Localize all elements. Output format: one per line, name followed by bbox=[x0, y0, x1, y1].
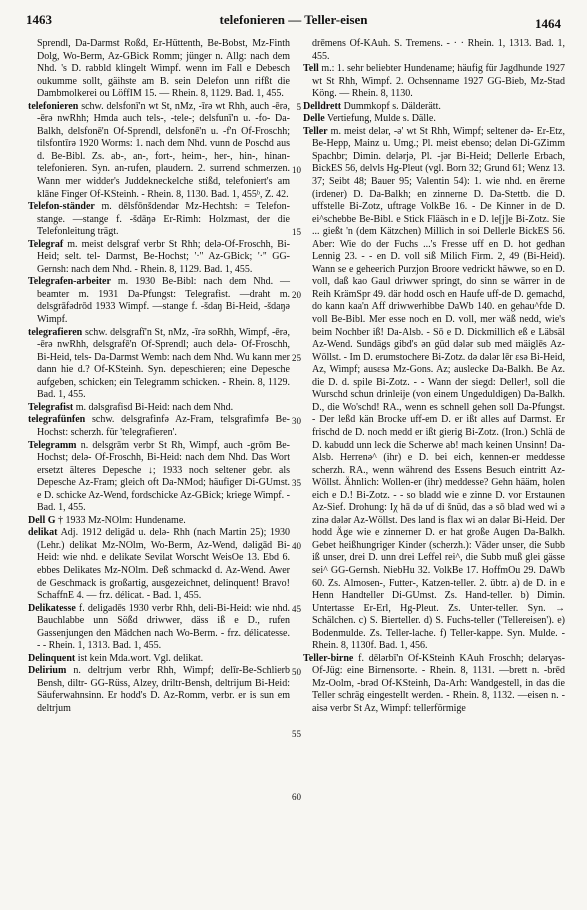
entry-headword: Tell bbox=[303, 63, 319, 75]
entry-body: schw. delsgrafī'n St, nMz, -īrə soRhh, Wimpf, -ērə, -ērə nwRhh, delsgrafē'n Of-Sprendl; auch delə- Of-Froschh, Bi-Heid, tels- Da-Darmst Wemb: nach dem Nhd. Wu kann mer dann hie d.? Of-KSteinh. Syn. depeschieren; eine Depesche aufgeben, schicken; ein Telegramm schicken. - Rhein. 8, 1129. Bad. 1, 455. bbox=[37, 326, 290, 401]
line-number: 5 bbox=[296, 101, 301, 112]
dictionary-entry bbox=[28, 665, 290, 715]
dictionary-entry bbox=[28, 38, 290, 101]
entry-headword: Delikatesse bbox=[28, 602, 76, 614]
line-number: 50 bbox=[292, 666, 301, 677]
dictionary-entry bbox=[28, 653, 290, 666]
entry-body: Dummkopf s. Dälderätt. bbox=[343, 100, 441, 112]
entry-headword: telegrafünfen bbox=[28, 414, 86, 426]
dictionary-entry bbox=[28, 414, 290, 439]
entry-headword: delikat bbox=[28, 527, 58, 539]
entry-headword: Delinquent bbox=[28, 652, 76, 664]
dictionary-entry bbox=[28, 101, 290, 201]
entry-body: m. dəlsgrafisd Bi-Heid: nach dem Nhd. bbox=[75, 401, 234, 413]
entry-body: drēmens Of-KAuh. S. Tremens. - · · Rhein. 1, 1313. Bad. 1, 455. bbox=[312, 38, 565, 62]
page-number-right: 1464 bbox=[535, 16, 561, 31]
entry-body: m.: 1. sehr beliebter Hundename; häufig für Jagdhunde 1927 wt St Rhh, Wimpf. 2. Ochsenname 1927 GG-Bieb, Mz-Stad Köng. — Rhein. 8, 1130. bbox=[312, 63, 565, 100]
running-header bbox=[26, 12, 561, 32]
entry-headword: Delle bbox=[303, 113, 325, 125]
entry-body: † 1933 Mz-NOlm: Hundename. bbox=[58, 514, 186, 526]
entry-headword: Telegrafen-arbeiter bbox=[28, 276, 111, 288]
entry-body: Sprendl, Da-Darmst Roßd, Er-Hüttenth, Be-Bobst, Mz-Finth Dolg, Wo-Berm, Az-GBick Romm; jünger n. Allg: nach dem Nhd. 's D. rabbld klingelt Wimpf. wenn im Fall e Debesch oukumme sollt, gäihste am B. sein Delefon unn rifßt die Dambmolkerei ou LöffIM 15. — Rhein. 8, 1129. Bad. 1, 455. bbox=[37, 38, 290, 100]
right-column bbox=[303, 38, 565, 716]
line-number: 40 bbox=[292, 541, 301, 551]
left-column bbox=[28, 38, 290, 716]
dictionary-entry bbox=[28, 402, 290, 415]
entry-headword: Teller bbox=[303, 125, 328, 137]
entry-headword: Telegraf bbox=[28, 238, 64, 250]
page-number-left: 1463 bbox=[26, 12, 52, 27]
dictionary-entry bbox=[303, 38, 565, 63]
dictionary-entry bbox=[303, 126, 565, 653]
entry-body: f. deligadēs 1930 verbr Rhh, deli-Bi-Heid: wie nhd. Bauchlabbe unn Sößd driwwer, däss iß e D., rufen Gassenjungen den Mädchen nach Wo-Berm. - frz. délicatesse. - - Rhein. 1, 1313. Bad. 1, 455. bbox=[37, 602, 290, 652]
line-number: 45 bbox=[292, 603, 301, 614]
entry-body: n. delsgrām verbr St Rh, Wimpf, auch -grōm Be-Hochst; delə- Of-Froschh, Bi-Heid: nach dem Nhd. Das Wort ersetzt älteres Depesche ↓; 1933 noch seltener gebr. als Depesche Az-Fram; gleich oft Da-NMod; häufiger Di-GUmst. e D. schicke Az-Wend, fordschicke Az-GBick; kriege Wimpf. - Bad. 1, 455. bbox=[37, 439, 291, 514]
entry-headword: Delirium bbox=[28, 665, 67, 677]
dictionary-entry bbox=[28, 440, 290, 515]
entry-body: m. meist delər, -ə' wt St Rhh, Wimpf; seltener də- Er-Etz, Be-Hepp, Mainz u. Umg.; Pl. meist ebenso; delən Di-GZimm Spachbr; Dimin. delərjə, Pl. -jər Bi-Heid; Dellerle Erbach, BickES 56, delvls Hg-Pleut (vgl. Born 32; Grund 61; Wenz 13. 37; Seibt 48; Bauer 95; Valentin 54): 1. wie nhd. en ērerne (irdener) D. Da-Balkh; en zinnerne D. Da-Stettb. die D. uffstelle Bi-Zotz, uftrage VolkBe 16. - De Kinner in de D. ei^schebbe Be-Bibl. e Stick Flääsch in e D. le[j]e Bi-Zotz. Sie ... gießt 'n (dem Kätzchen) Millich in soi Dellerle BickES 56. Aber: Wie do der Fuchs ...'s Fresse uff en D. hot gedhan Lennig 23. - - en D. voll siß Milich Firm. 2, 49 (Bi-Heid). Wann se e geheerich Purzjon Broore vedrickt häwwe, so en D. voll, daß kao Gaul driwwer springt, do sinn se wärrer in de Reih KrämSpr 49. där hodd osch en Haufe uff-de D. gemachd, do kann kaa'n Aff driwwerhibbe DaWb 140. en gehau^fde D. voll Be-Bibl. Mer esse noch en D. voll, mer wäß nedd, wie's beim Nochber iß! Da-Alsb. - Sō e D. Dickmillich eß e Läbsäl Az-Wend. Sundägs gibd's ən güd dələr sub med mäiglēs Az-Wöllst. - Im D. erumstochere Bi-Zotz. də dələr lēr ɛsə Bi-Heid, Az, Wimpf; ausɛsə Mz-Gons. Az; auslecke Da-Balkh. Be Az. die D. d. spile Bi-Zotz. - - Wann der siegd: Deller!, soll die Wurschd schun drinleije (von einem Ungeduldigen) Da-Balkh. D., die Wo'schd! RA., wenn es schnell gehen soll Da-Pfungst. - Der leßd kän Brocke uff-em D. er ißt alles auf Darmst. Er frischd de D. noch medd er ißt gierig Bi-Zotz. (Iron.) Schlä de D. kabudd unn leck die Scherwe ab! mach keinen Unsinn! Da-Alsb. Herrenə^ (ihr) e D. bei eich, kennen-er meddesse scherzh. RA., wenn während des Essens Besuch eintritt Az-Wöllst. Ähnlich: Wollen-er (ihr) meddesse? Gehn hääm, holen eich e D.! Bi-Zotz. - - so bladd wie e zinne D. vor Erstaunen Az-Sief. Drohung: Iχ hā də uf di šnüd, das ə sō blad wed wi ə zinə dələr Az-Wöllst. Des land is flax wi ən dələr Bi-Heid. Der hodd Äge wie e zinnerner D. er hat große Augen Da-Balkh. Gebet heißhungriger Kinder (scherzh.): Väder unser, die Subb iß unser, drei D. unn drei Leffel rei^, die Subb muß glei gässe sei^ GG-Gernsh. NiebHu 32. VolkBe 17. HoffmOu 29. DaWb 60. Zs. Almosen-, Futter-, Katzen-teller. 2. übtr. a) de D. in e Henn Handteller Di-GUmst. Zs. Hand-teller. b) Dimin. Untertasse Er-Erl, Hg-Pleut. Zs. Unter-teller. Syn. → Schälchen. c) S. Bierteller. d) S. Fuchs-teller ('Tellereisen'). e) Bodenmulde. Zs. Teller-lache. f) Teller-kappe. Syn. Mulde. - Rhein. 8, 1130f. Bad. 1, 456. bbox=[312, 125, 566, 652]
line-number: 15 bbox=[292, 227, 301, 238]
line-number: 60 bbox=[292, 792, 301, 802]
entry-body: n. deltrjum verbr Rhh, Wimpf; delīr-Be-Schlierb Bensh, diltr- GG-Rüss, Alzey, driltr-Bensh, deltrijum Bi-Heid: Säuferwahnsinn. Er hodd's D. Az-Romm, verbr. er is sun em deltrjum bbox=[37, 665, 290, 714]
line-number: 10 bbox=[292, 164, 301, 175]
dictionary-entry bbox=[303, 113, 565, 126]
dictionary-entry bbox=[303, 101, 565, 114]
entry-body: Adj. 1912 deligād u. delə- Rhh (nach Martin 25); 1930 (Lehr.) delikat Mz-NOlm, Wo-Berm, Az-Wend, dəligād Bi-Heid: wie nhd. e delikate Sevilat Worscht WeisOe 13. Ebd 6. ebbes Delikates Mz-NOlm. Deß schmackd d. Az-Wend. Awer de Geschmack is großartig, ausgezeichnet, delinquent! Bravo! SchaffnE 4. — frz. délicat. - Bad. 1, 455. bbox=[37, 527, 291, 602]
running-title: telefonieren — Teller-eisen bbox=[219, 12, 368, 27]
line-number: 55 bbox=[292, 729, 301, 740]
entry-headword: Teller-birne bbox=[303, 652, 354, 664]
dictionary-entry bbox=[28, 527, 290, 602]
line-number: 35 bbox=[292, 478, 301, 489]
line-number: 20 bbox=[292, 290, 301, 300]
entry-headword: Dell G bbox=[28, 514, 56, 526]
dictionary-entry bbox=[28, 603, 290, 653]
entry-body: schw. delsfonī'n wt St, nMz, -īrə wt Rhh, auch -ērə, -ērə nwRhh; Hmda auch tels-, -tele-; delsfunī'n u. -fo- Da-Balkh, delsfonē'n Of-Sprendl, delsfonē'n u. -f'n Of-Froschh; tilsfontīrə 1920 Worms: 1. nach dem Nhd. vunn de Poschd aus d. Be-Bibl. Zs. ab-, an-, fort-, heim-, her-, hin-, hinan-telefonieren. Syn. an-rufen, plaudern. 2. surrend schmerzen. Wann mer widder's Juddekneckelche stißd, telefoniert's am klāne Finger Of-KSteinh. - Rhein. 8, 1130. Bad. 1, 455ᵇ, Z. 42. bbox=[37, 100, 290, 200]
dictionary-entry bbox=[28, 515, 290, 528]
entry-body: f. dēlərbī'n Of-KSteinh KAuh Froschh; delərɣəs- Of-Jüg: eine Birnensorte. - Rhein. 8, 1131. —brett n. -brēd Mz-Oolm, -brəd Of-KSteinh, Da-Arh: Wandgestell, in das die Teller schräg eingestellt werden. - Rhein. 8, 1132. —eisen n. -aisə verbr St Az, Wimpf: tellerförmige bbox=[312, 652, 565, 714]
entry-body: m. meist delsgraf verbr St Rhh; delə-Of-Froschh, Bi-Heid; selt. tel- Darmst, Be-Hochst; '·'' Az-GBick; '·'' GG-Gernsh: nach dem Nhd. - Rhein. 8, 1129. Bad. 1, 455. bbox=[37, 238, 291, 275]
entry-headword: Telefon-ständer bbox=[28, 201, 95, 213]
dictionary-entry bbox=[303, 63, 565, 101]
dictionary-entry bbox=[28, 201, 290, 239]
entry-headword: telegrafieren bbox=[28, 326, 83, 338]
entry-body: ist kein Mda.wort. Vgl. delikat. bbox=[77, 652, 204, 664]
dictionary-entry bbox=[28, 276, 290, 326]
entry-headword: Telegramm bbox=[28, 439, 77, 451]
dictionary-entry bbox=[28, 327, 290, 402]
line-number: 30 bbox=[292, 415, 301, 426]
entry-headword: Telegrafist bbox=[28, 401, 74, 413]
entry-body: m. 1930 Be-Bibl: nach dem Nhd. —beamter m. 1931 Da-Pfungst: Telegrafist. —draht m. delsgrāfədrōd 1933 Wimpf. —stange f. -šdaŋ Bi-Heid, -šdaŋə Wimpf. bbox=[37, 276, 290, 326]
dictionary-entry bbox=[303, 653, 565, 716]
dictionary-entry bbox=[28, 239, 290, 277]
entry-headword: telefonieren bbox=[28, 100, 79, 112]
entry-body: m. dēlsfōnšdendər Mz-Hechtsh: = Telefon-stange. —stange f. -šdāŋə Er-Rimh: Holzmast, der die Telefonleitung trägt. bbox=[37, 201, 290, 238]
entry-body: schw. delsgrafinfə Az-Fram, telsgrafimfə Be-Hochst: scherzh. für 'telegrafieren'. bbox=[37, 414, 290, 438]
entry-body: Vertiefung, Mulde s. Dälle. bbox=[326, 113, 436, 125]
entry-headword: Delldrett bbox=[303, 100, 342, 112]
line-number: 25 bbox=[292, 352, 301, 363]
